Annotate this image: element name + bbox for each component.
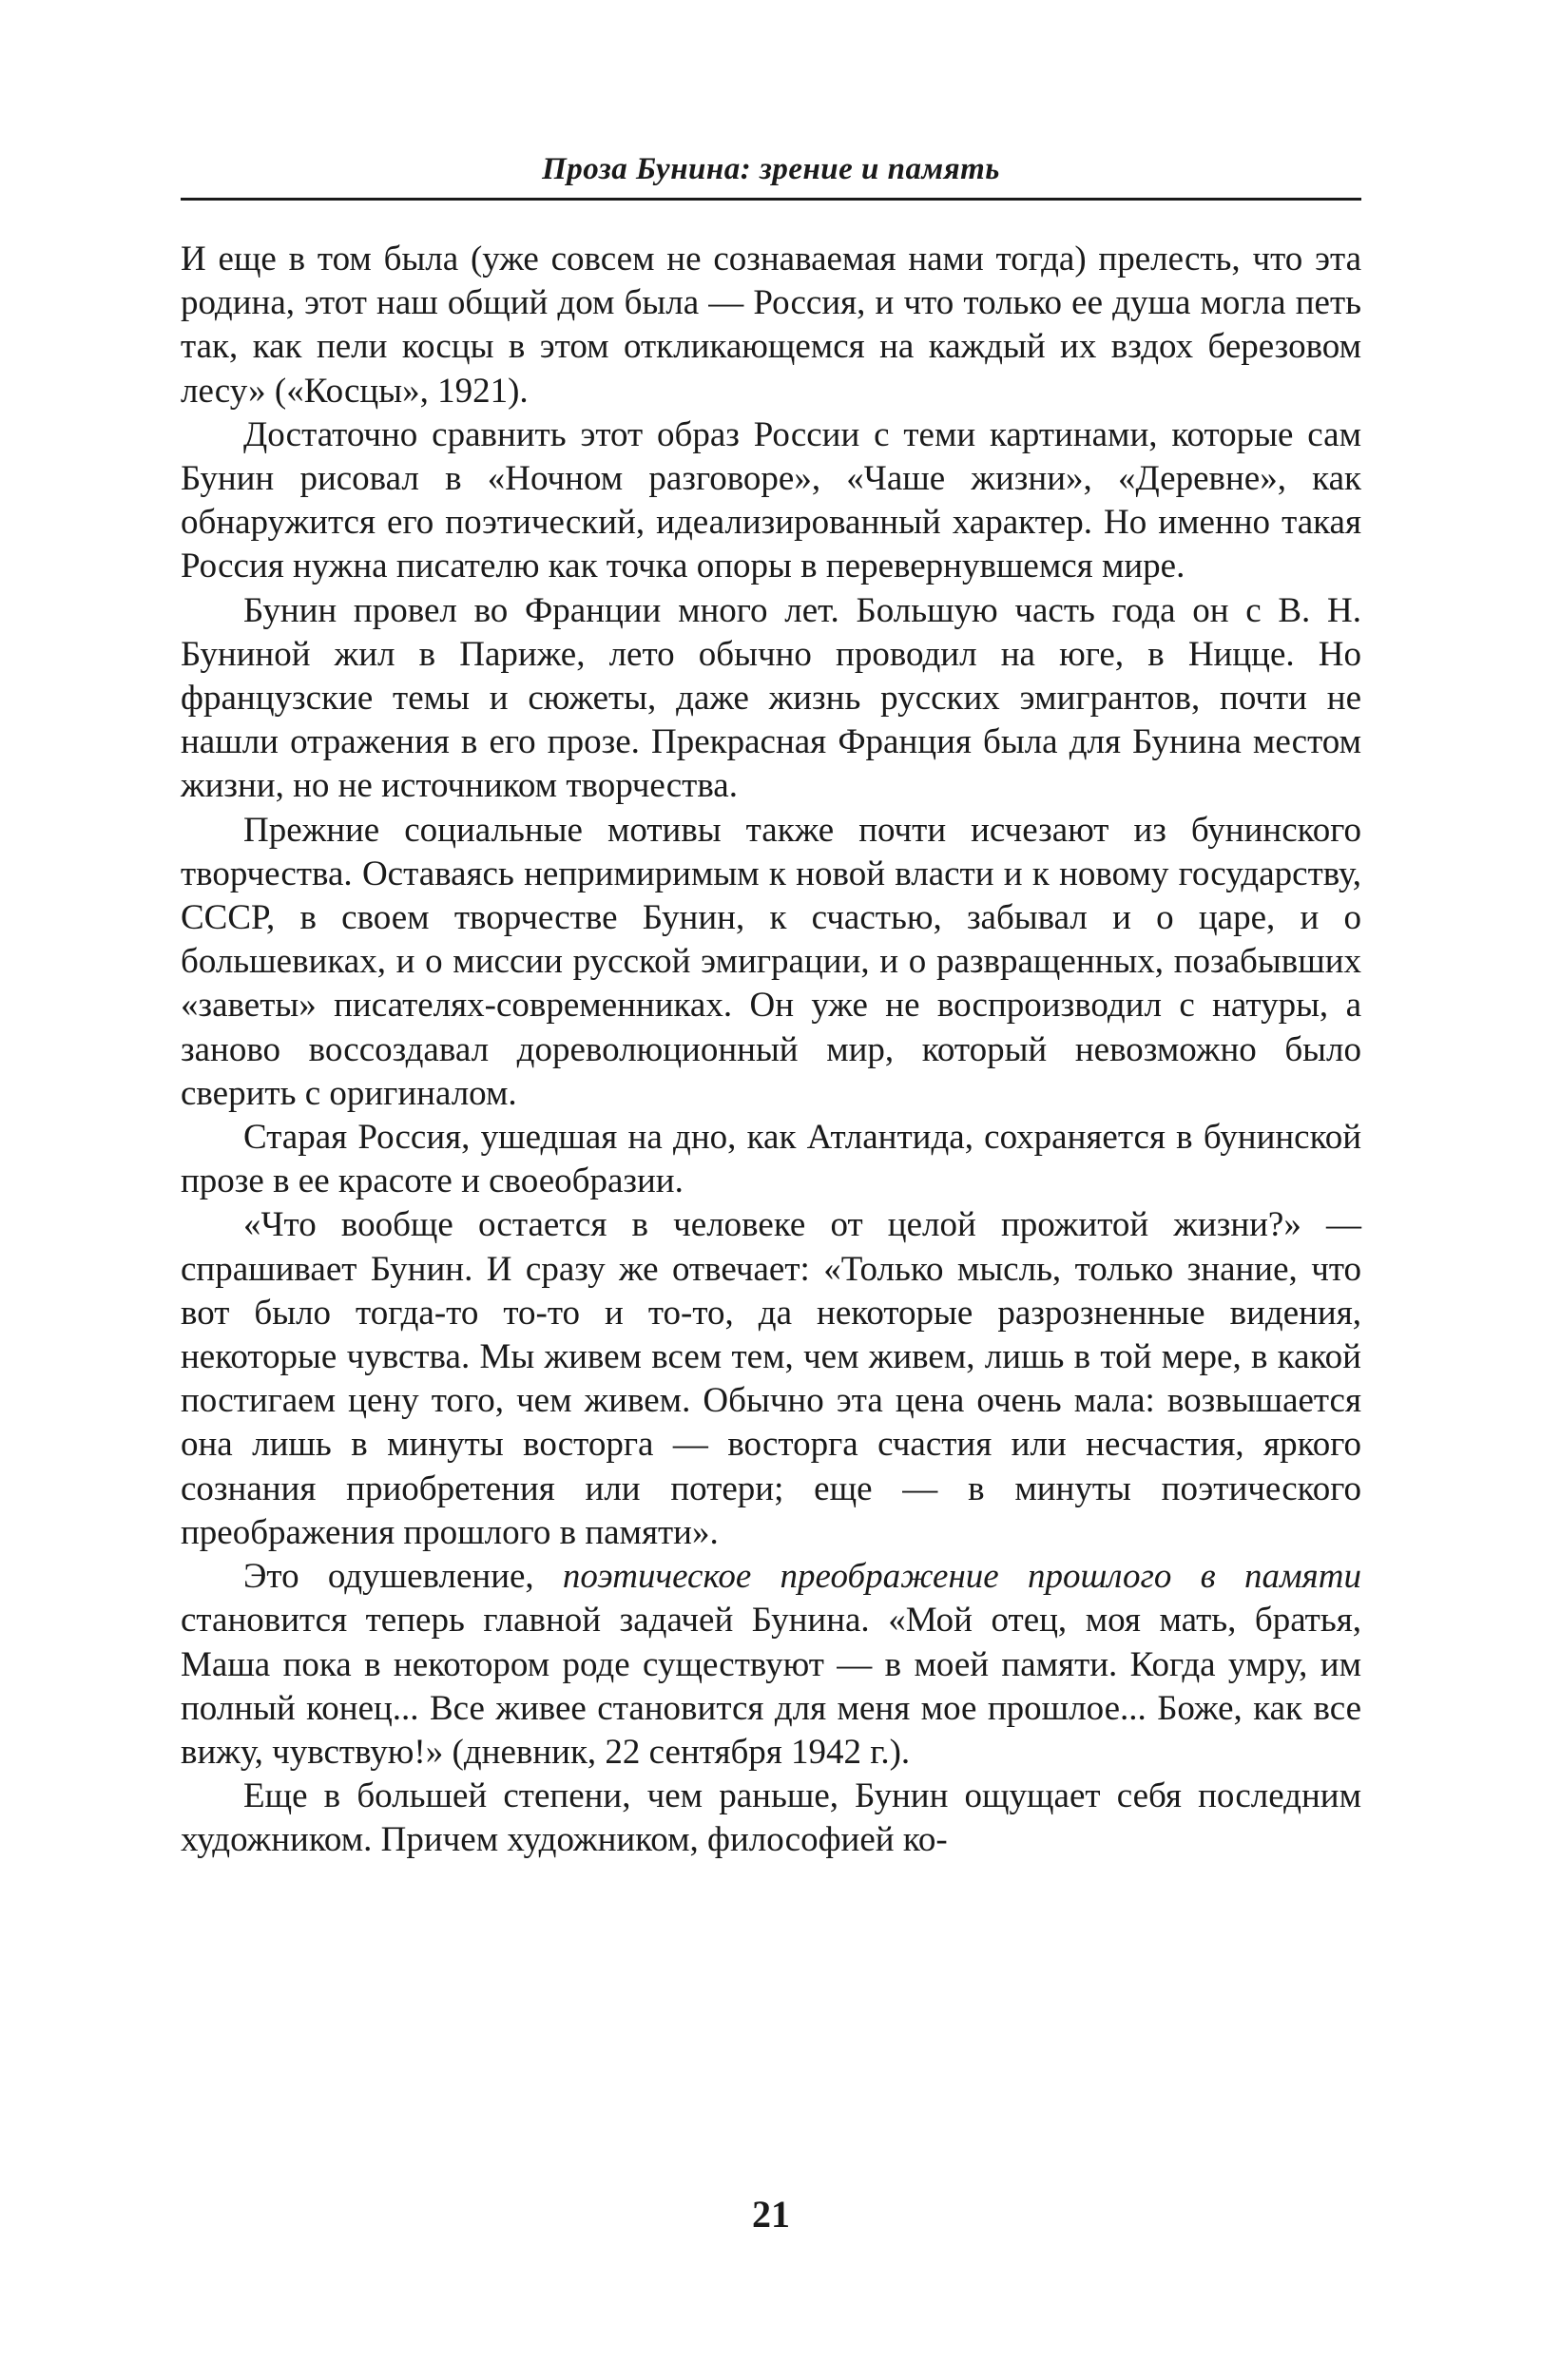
page-number: 21: [752, 2193, 790, 2236]
paragraph-3: Бунин провел во Франции много лет. Большую часть года он с В. Н. Буниной жил в Париже, лето обычно проводил на юге, в Ницце. Но французские темы и сюжеты, даже жизнь русских эмигрантов, почти не нашли отражения в его прозе. Прекрасная Франция была для Бунина местом жизни, но не источником творчества.: [181, 590, 1361, 806]
body-text: [181, 238, 1361, 1863]
paragraph-6: «Что вообще остается в человеке от целой прожитой жизни?» — спрашивает Бунин. И сразу же отвечает: «Только мысль, только знание, что вот было тогда-то то-то и то-то, да некоторые разрозненные видения, некоторые чувства. Мы живем всем тем, чем живем, лишь в той мере, в какой постигаем цену того, чем живем. Обычно эта цена очень мала: возвышается она лишь в минуты восторга — восторга счастия или несчастия, яркого сознания приобретения или потери; еще — в минуты поэтического преображения прошлого в памяти».: [181, 1205, 1361, 1552]
paragraph-7-emphasis: поэтическое преображение прошлого в памяти: [562, 1557, 1361, 1597]
paragraph-4: Прежние социальные мотивы также почти исчезают из бунинского творчества. Оставаясь непримиримым к новой власти и к новому государству, СССР, в своем творчестве Бунин, к счастью, забывал и о царе, и о большевиках, и о миссии русской эмиграции, и о развращенных, позабывших «заветы» писателях-современниках. Он уже не воспроизводил с натуры, а заново воссоздавал дореволюционный мир, который невозможно было сверить с оригиналом.: [181, 810, 1361, 1113]
header-rule: [181, 198, 1361, 201]
running-header: Проза Бунина: зрение и память: [542, 152, 1000, 186]
paragraph-7-rest: становится теперь главной задачей Бунина. «Мой отец, моя мать, братья, Маша пока в некотором роде существуют — в моей памяти. Когда умру, им полный конец... Все живее становится для меня мое прошлое... Боже, как все вижу, чувствую!» (дневник, 22 сентября 1942 г.).: [181, 1601, 1361, 1772]
paragraph-1: И еще в том была (уже совсем не сознаваемая нами тогда) прелесть, что эта родина, этот наш общий дом была — Россия, и что только ее душа могла петь так, как пели косцы в этом откликающемся на каждый их вздох березовом лесу» («Косцы», 1921).: [181, 240, 1361, 411]
paragraph-2: Достаточно сравнить этот образ России с теми картинами, которые сам Бунин рисовал в «Ночном разговоре», «Чаше жизни», «Деревне», как обнаружится его поэтический, идеализированный характер. Но именно такая Россия нужна писателю как точка опоры в перевернувшемся мире.: [181, 414, 1361, 586]
paragraph-8: Еще в большей степени, чем раньше, Бунин ощущает себя последним художником. Причем художником, философией ко-: [181, 1776, 1361, 1860]
paragraph-5: Старая Россия, ушедшая на дно, как Атлантида, сохраняется в бунинской прозе в ее красоте и своеобразии.: [181, 1118, 1361, 1201]
paragraph-7-lead: Это одушевление,: [243, 1557, 563, 1597]
paragraph-7: [181, 1555, 1361, 1775]
